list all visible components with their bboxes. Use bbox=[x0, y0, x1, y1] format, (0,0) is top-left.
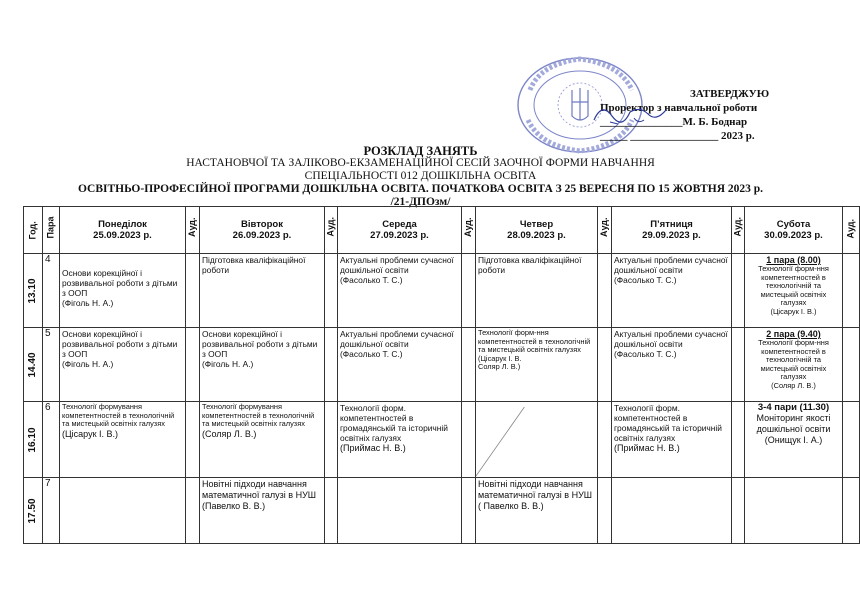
col-aud: Ауд. bbox=[325, 207, 338, 254]
aud-cell bbox=[186, 254, 200, 328]
aud-cell bbox=[325, 478, 338, 544]
aud-cell bbox=[462, 402, 476, 478]
approval-signatory: _______________М. Б. Боднар bbox=[600, 116, 748, 128]
schedule-cell: Технології формування компетентностей в технологічній та мистецькій освітніх галузях (Соляр Л. В.) bbox=[200, 402, 325, 478]
col-aud: Ауд. bbox=[462, 207, 476, 254]
schedule-cell bbox=[60, 478, 186, 544]
subtitle-group: /21-ДПОзм/ bbox=[390, 196, 451, 208]
aud-cell bbox=[186, 478, 200, 544]
col-thursday: Четвер 28.09.2023 р. bbox=[476, 207, 598, 254]
aud-cell bbox=[843, 478, 860, 544]
aud-cell bbox=[598, 254, 612, 328]
para-cell: 5 bbox=[43, 328, 60, 402]
aud-cell bbox=[598, 478, 612, 544]
schedule-cell: Технології форм. компетентностей в громадянській та історичній освітніх галузях (Приймас Н. В.) bbox=[338, 402, 462, 478]
aud-cell bbox=[732, 478, 745, 544]
aud-cell bbox=[462, 328, 476, 402]
subtitle-specialty: СПЕЦІАЛЬНОСТІ 012 ДОШКІЛЬНА ОСВІТА bbox=[304, 170, 537, 182]
col-god: Год. bbox=[24, 207, 43, 254]
schedule-cell: Новітні підходи навчання математичної галузі в НУШ (Павелко В. В.) bbox=[200, 478, 325, 544]
aud-cell bbox=[732, 402, 745, 478]
schedule-cell: Підготовка кваліфікаційної роботи bbox=[476, 254, 598, 328]
schedule-cell: Актуальні проблеми сучасної дошкільної освіти (Фасолько Т. С.) bbox=[338, 254, 462, 328]
aud-cell bbox=[843, 402, 860, 478]
time-cell: 17.50 bbox=[24, 478, 43, 544]
schedule-cell: Актуальні проблеми сучасної дошкільної освіти (Фасолько Т. С.) bbox=[612, 254, 732, 328]
schedule-cell bbox=[745, 478, 843, 544]
schedule-cell bbox=[612, 478, 732, 544]
col-aud: Ауд. bbox=[843, 207, 860, 254]
para-cell: 7 bbox=[43, 478, 60, 544]
schedule-cell bbox=[476, 402, 598, 478]
aud-cell bbox=[598, 402, 612, 478]
schedule-cell: Основи корекційної і розвивальної роботи з дітьми з ООП (Фіголь Н. А.) bbox=[60, 254, 186, 328]
col-saturday: Субота 30.09.2023 р. bbox=[745, 207, 843, 254]
col-aud: Ауд. bbox=[186, 207, 200, 254]
schedule-cell: Технології форм. компетентностей в громадянській та історичній освітніх галузях (Приймас Н. В.) bbox=[612, 402, 732, 478]
col-aud: Ауд. bbox=[732, 207, 745, 254]
schedule-cell: Новітні підходи навчання математичної галузі в НУШ ( Павелко В. В.) bbox=[476, 478, 598, 544]
subtitle-session: НАСТАНОВЧОЇ ТА ЗАЛІКОВО-ЕКЗАМЕНАЦІЙНОЇ СЕСІЙ ЗАОЧНОЇ ФОРМИ НАВЧАННЯ bbox=[186, 157, 655, 169]
aud-cell bbox=[732, 328, 745, 402]
approval-position: Проректор з навчальної роботи bbox=[600, 102, 758, 114]
table-row bbox=[24, 328, 860, 402]
table-row bbox=[24, 402, 860, 478]
aud-cell bbox=[462, 254, 476, 328]
schedule-table bbox=[23, 206, 860, 544]
schedule-cell: Актуальні проблеми сучасної дошкільної освіти (Фасолько Т. С.) bbox=[612, 328, 732, 402]
col-monday: Понеділок 25.09.2023 р. bbox=[60, 207, 186, 254]
aud-cell bbox=[598, 328, 612, 402]
empty-cell-slash bbox=[476, 402, 597, 476]
header-row bbox=[24, 207, 860, 254]
aud-cell bbox=[462, 478, 476, 544]
aud-cell bbox=[732, 254, 745, 328]
schedule-cell: Актуальні проблеми сучасної дошкільної освіти (Фасолько Т. С.) bbox=[338, 328, 462, 402]
col-wednesday: Середа 27.09.2023 р. bbox=[338, 207, 462, 254]
aud-cell bbox=[186, 402, 200, 478]
schedule-cell: 3-4 пари (11.30) Моніторинг якості дошкільної освіти (Онищук І. А.) bbox=[745, 402, 843, 478]
col-friday: П’ятниця 29.09.2023 р. bbox=[612, 207, 732, 254]
time-cell: 14.40 bbox=[24, 328, 43, 402]
handwritten-signature bbox=[590, 98, 670, 128]
table-row bbox=[24, 478, 860, 544]
para-cell: 6 bbox=[43, 402, 60, 478]
subtitle-program: ОСВІТНЬО-ПРОФЕСІЙНОЇ ПРОГРАМИ ДОШКІЛЬНА ОСВІТА. ПОЧАТКОВА ОСВІТА З 25 ВЕРЕСНЯ ПО 15 ЖОВТНЯ 2023 р. bbox=[77, 183, 764, 195]
aud-cell bbox=[325, 254, 338, 328]
schedule-cell: 1 пара (8.00) Технології форм-ння компетентностей в технологічній та мистецькій освітніх галузях (Цісарук І. В.) bbox=[745, 254, 843, 328]
schedule-cell: Технології формування компетентностей в технологічній та мистецькій освітніх галузях (Цісарук І. В.) bbox=[60, 402, 186, 478]
aud-cell bbox=[325, 402, 338, 478]
col-para: Пара bbox=[43, 207, 60, 254]
page-title: РОЗКЛАД ЗАНЯТЬ bbox=[363, 144, 478, 158]
table-row bbox=[24, 254, 860, 328]
schedule-cell: 2 пара (9.40) Технології форм-ння компетентностей в технологічній та мистецькій освітніх галузях (Соляр Л. В.) bbox=[745, 328, 843, 402]
aud-cell bbox=[186, 328, 200, 402]
schedule-cell: Технології форм-ння компетентностей в технологічній та мистецькій освітніх галузях (Цісарук І. В. Соляр Л. В.) bbox=[476, 328, 598, 402]
schedule-cell: Підготовка кваліфікаційної роботи bbox=[200, 254, 325, 328]
aud-cell bbox=[843, 254, 860, 328]
time-cell: 13.10 bbox=[24, 254, 43, 328]
approval-date: _____ ________________ 2023 р. bbox=[600, 130, 755, 142]
col-aud: Ауд. bbox=[598, 207, 612, 254]
aud-cell bbox=[325, 328, 338, 402]
time-cell: 16.10 bbox=[24, 402, 43, 478]
approval-title: ЗАТВЕРДЖУЮ bbox=[690, 88, 770, 100]
schedule-cell: Основи корекційної і розвивальної роботи з дітьми з ООП (Фіголь Н. А.) bbox=[200, 328, 325, 402]
aud-cell bbox=[843, 328, 860, 402]
schedule-cell: Основи корекційної і розвивальної роботи з дітьми з ООП (Фіголь Н. А.) bbox=[60, 328, 186, 402]
para-cell: 4 bbox=[43, 254, 60, 328]
col-tuesday: Вівторок 26.09.2023 р. bbox=[200, 207, 325, 254]
schedule-cell bbox=[338, 478, 462, 544]
